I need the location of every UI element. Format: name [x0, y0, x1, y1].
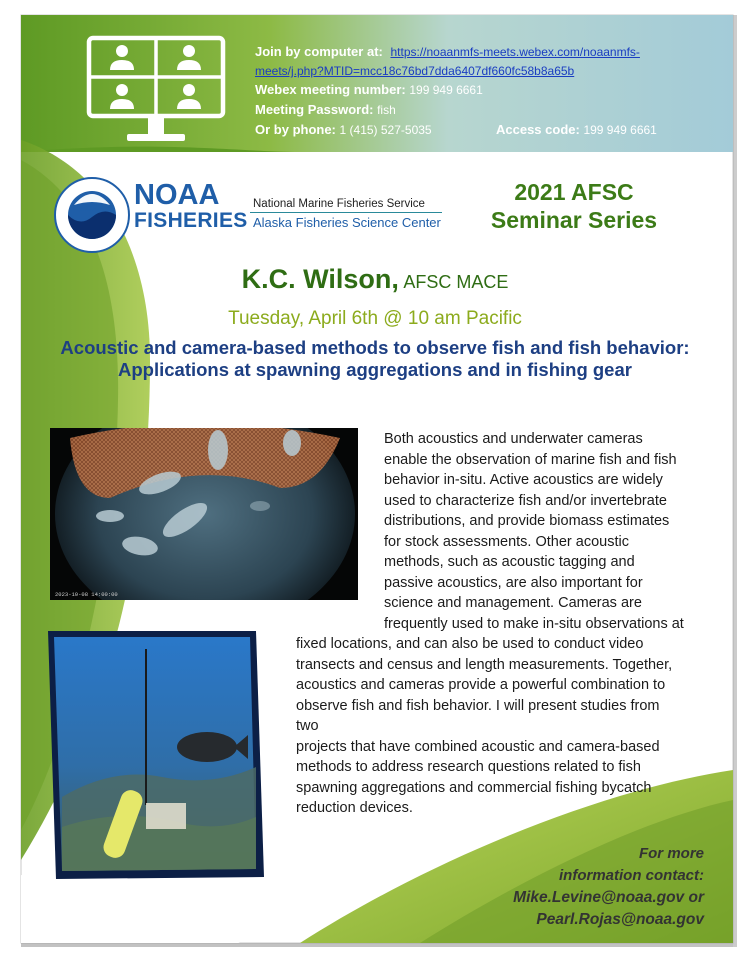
contact-block: [513, 843, 704, 931]
contact-line1: For more: [638, 845, 704, 862]
password-line: [255, 102, 396, 117]
abstract-line: science and management. Cameras are: [384, 595, 642, 611]
contact-line2: information contact:: [559, 867, 704, 884]
join-line-2: [255, 63, 574, 78]
join-label: Join by computer at:: [255, 44, 383, 59]
brand-noaa: NOAA: [134, 179, 220, 211]
webex-link-line1[interactable]: https://noaanmfs-meets.webex.com/noaanmfs-: [390, 45, 640, 59]
noaa-seal-logo: [54, 177, 130, 253]
access-code: 199 949 6661: [583, 123, 657, 137]
photo1-caption: 2023-10-08 14:00:00: [55, 591, 118, 598]
abstract-line: enable the observation of marine fish and fish: [384, 451, 677, 468]
series-line1: 2021 AFSC: [514, 179, 634, 205]
webex-link[interactable]: [390, 45, 639, 59]
abstract-line: transects and census and length measurements. Together,: [296, 656, 673, 673]
logo-divider: [250, 212, 442, 213]
abstract-line: frequently used to make in-situ observations at: [384, 615, 684, 632]
center-name: Alaska Fisheries Science Center: [253, 215, 441, 230]
abstract-column-wide: [296, 634, 686, 819]
abstract-line: projects that have combined acoustic and camera-based: [296, 738, 660, 755]
abstract-line: reduction devices.: [296, 800, 413, 816]
abstract-line: spawning aggregations and commercial fishing bycatch: [296, 779, 652, 796]
join-line: [255, 44, 640, 59]
abstract-line: distributions, and provide biomass estimates: [384, 513, 670, 529]
reef-camera-photo: [42, 627, 268, 883]
seminar-series-title: [462, 178, 686, 234]
abstract-line: fixed locations, and can also be used to conduct video: [296, 636, 644, 652]
abstract-line: for stock assessments. Other acoustic: [384, 533, 629, 550]
abstract-column-narrow: [384, 429, 686, 634]
abstract-line: Both acoustics and underwater cameras: [384, 431, 643, 447]
webex-link-cont[interactable]: [255, 64, 574, 78]
talk-title: Acoustic and camera-based methods to observe fish and fish behavior: Applications at spawning aggregations and in fishing gear: [60, 337, 690, 380]
meeting-number: 199 949 6661: [409, 83, 483, 97]
abstract-line: behavior in-situ. Active acoustics are widely: [384, 472, 663, 488]
abstract-line: used to characterize fish and/or invertebrate: [384, 492, 667, 509]
webex-link-line2[interactable]: meets/j.php?MTID=mcc18c76bd7dda6407df660fc58b8a65b: [255, 64, 575, 78]
phone-number: 1 (415) 527-5035: [339, 123, 432, 137]
contact-email-2[interactable]: Pearl.Rojas@noaa.gov: [536, 911, 704, 928]
password-label: Meeting Password:: [255, 102, 374, 117]
meeting-number-label: Webex meeting number:: [255, 82, 406, 97]
speaker-name: K.C. Wilson,: [241, 264, 399, 294]
series-line2: Seminar Series: [490, 207, 658, 233]
brand-fisheries: FISHERIES: [134, 209, 248, 232]
speaker-line: [0, 264, 750, 295]
abstract-line: acoustics and cameras provide a powerful combination to: [296, 677, 666, 693]
speaker-affiliation: AFSC MACE: [403, 272, 509, 292]
agency-name: National Marine Fisheries Service: [253, 198, 425, 210]
seminar-date: Tuesday, April 6th @ 10 am Pacific: [228, 308, 522, 329]
seal-text: NOAA: [80, 204, 104, 213]
phone-label: Or by phone:: [255, 122, 336, 137]
noaa-fisheries-wordmark: [134, 179, 248, 234]
contact-email-1[interactable]: Mike.Levine@noaa.gov or: [513, 889, 704, 906]
password-value: fish: [377, 103, 396, 117]
abstract-line: methods, such as acoustic tagging and: [384, 554, 635, 570]
abstract-line: observe fish and fish behavior. I will present studies from two: [296, 697, 660, 734]
monitor-with-four-participants-icon: [82, 34, 232, 149]
phone-line: [255, 122, 432, 137]
abstract-line: methods to address research questions related to fish: [296, 759, 641, 775]
access-code-line: [496, 122, 657, 137]
meeting-number-line: [255, 82, 483, 97]
abstract-line: passive acoustics, are also important for: [384, 574, 643, 591]
access-code-label: Access code:: [496, 122, 580, 137]
fish-in-net-photo: [50, 428, 358, 600]
